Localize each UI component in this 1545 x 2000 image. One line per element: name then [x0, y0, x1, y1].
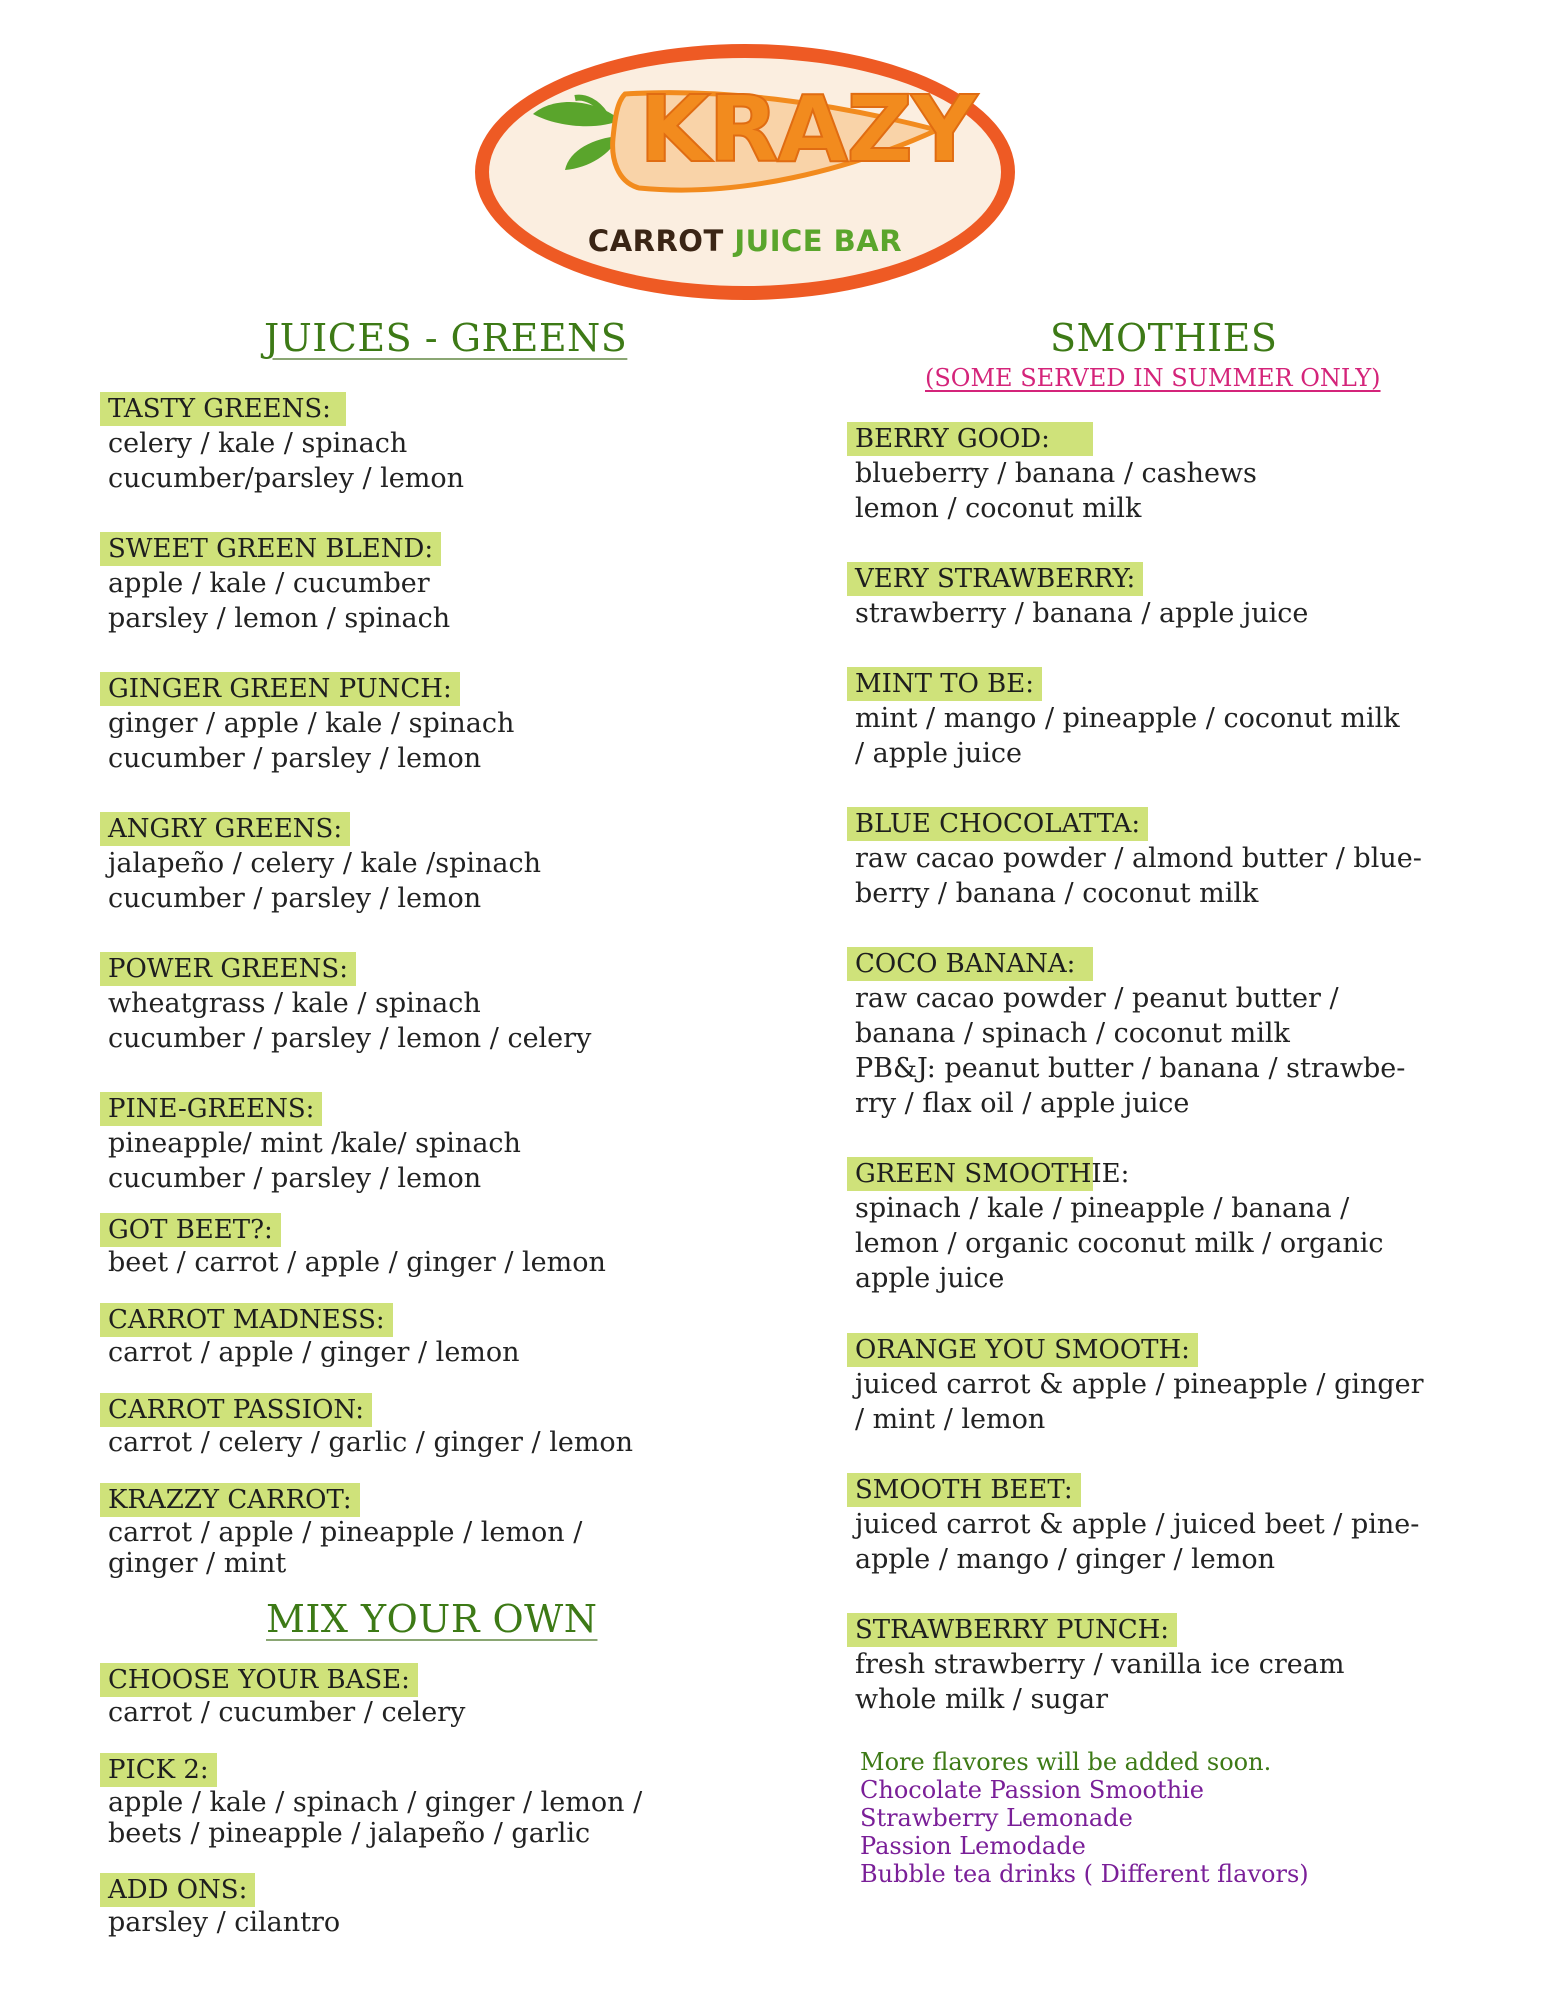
item-name: STRAWBERRY PUNCH: [847, 1613, 1177, 1647]
item-desc: beet / carrot / apple / ginger / lemon [108, 1247, 606, 1278]
item-name: CHOOSE YOUR BASE: [100, 1663, 418, 1697]
mix-item-choose-base [100, 1663, 465, 1728]
item-name: GREEN SMOOTHIE: [847, 1157, 1093, 1191]
smoothie-item-blue-chocolatta [847, 807, 1422, 911]
juice-item-pine-greens [100, 1092, 521, 1196]
item-desc: strawberry / banana / apple juice [855, 598, 1309, 629]
juice-item-sweet-green-blend [100, 532, 450, 636]
item-name: BERRY GOOD: [847, 422, 1093, 456]
item-name: KRAZZY CARROT: [100, 1483, 360, 1517]
coming-soon-flavor: Chocolate Passion Smoothie [860, 1776, 1204, 1804]
item-desc: apple / kale / cucumber parsley / lemon / spinach [108, 568, 451, 634]
item-desc: carrot / apple / ginger / lemon [108, 1337, 520, 1368]
mix-heading: MIX YOUR OWN [266, 1597, 598, 1641]
krazy-logo [475, 44, 1015, 300]
item-name: SMOOTH BEET: [847, 1473, 1081, 1507]
juices-heading: JUICES - GREENS [264, 316, 628, 360]
item-desc: raw cacao powder / almond butter / blue- berry / banana / coconut milk [855, 843, 1422, 909]
coming-soon-flavor: Strawberry Lemonade [860, 1804, 1133, 1832]
juice-item-tasty-greens [100, 392, 464, 496]
item-name: PINE-GREENS: [100, 1092, 322, 1126]
item-name: PICK 2: [100, 1753, 217, 1787]
item-name: TASTY GREENS: [100, 392, 346, 426]
mix-item-pick-2 [100, 1753, 642, 1849]
juice-item-krazzy-carrot [100, 1483, 582, 1579]
smoothies-heading: SMOTHIES [1050, 316, 1278, 360]
item-desc: ginger / apple / kale / spinach cucumber / parsley / lemon [108, 708, 515, 774]
juice-item-got-beet [100, 1213, 606, 1278]
juice-item-carrot-passion [100, 1393, 633, 1458]
item-name: BLUE CHOCOLATTA: [847, 807, 1148, 841]
item-name: CARROT MADNESS: [100, 1303, 393, 1337]
logo-subtitle-carrot: CARROT [587, 224, 724, 258]
smoothie-item-berry-good [847, 422, 1257, 526]
smoothie-item-very-strawberry [847, 562, 1308, 631]
smoothie-item-strawberry-punch [847, 1613, 1344, 1717]
mix-item-add-ons [100, 1873, 340, 1938]
item-name: CARROT PASSION: [100, 1393, 372, 1427]
item-desc: carrot / celery / garlic / ginger / lemon [108, 1427, 634, 1458]
juice-item-angry-greens [100, 812, 541, 916]
item-desc: juiced carrot & apple / juiced beet / pine- apple / mango / ginger / lemon [855, 1509, 1420, 1575]
smoothie-item-coco-banana [847, 947, 1405, 1121]
item-desc: raw cacao powder / peanut butter / banana / spinach / coconut milk PB&J: peanut butter / banana / strawbe- rry / flax oil / apple juice [855, 983, 1406, 1119]
item-desc: fresh strawberry / vanilla ice cream whole milk / sugar [855, 1649, 1345, 1715]
item-desc: parsley / cilantro [108, 1907, 341, 1938]
coming-soon-note [860, 1748, 1309, 1888]
item-desc: pineapple/ mint /kale/ spinach cucumber / parsley / lemon [108, 1128, 521, 1194]
item-name: MINT TO BE: [847, 667, 1042, 701]
smoothie-item-green-smoothie [847, 1157, 1384, 1296]
item-desc: apple / kale / spinach / ginger / lemon / beets / pineapple / jalapeño / garlic [108, 1787, 643, 1849]
smoothies-subheading: (SOME SERVED IN SUMMER ONLY) [925, 364, 1381, 392]
item-desc: juiced carrot & apple / pineapple / ginger / mint / lemon [855, 1369, 1424, 1435]
item-name: ANGRY GREENS: [100, 812, 350, 846]
coming-soon-lead: More flavores will be added soon. [860, 1748, 1272, 1776]
item-name: POWER GREENS: [100, 952, 356, 986]
item-name: COCO BANANA: [847, 947, 1093, 981]
coming-soon-flavor: Bubble tea drinks ( Different flavors) [860, 1860, 1309, 1888]
juice-item-carrot-madness [100, 1303, 520, 1368]
item-desc: wheatgrass / kale / spinach cucumber / parsley / lemon / celery [108, 988, 592, 1054]
juice-item-power-greens [100, 952, 591, 1056]
smoothie-item-mint-to-be [847, 667, 1400, 771]
item-name: ORANGE YOU SMOOTH: [847, 1333, 1198, 1367]
item-desc: carrot / cucumber / celery [108, 1697, 466, 1728]
item-name: VERY STRAWBERRY: [847, 562, 1143, 596]
item-desc: spinach / kale / pineapple / banana / lemon / organic coconut milk / organic apple juice [855, 1193, 1384, 1294]
logo-subtitle-juice-bar: JUICE BAR [734, 224, 903, 258]
item-name: SWEET GREEN BLEND: [100, 532, 441, 566]
item-desc: carrot / apple / pineapple / lemon / ginger / mint [108, 1517, 583, 1579]
juice-item-ginger-green-punch [100, 672, 514, 776]
brand-wordmark: KRAZY [639, 76, 976, 183]
item-desc: jalapeño / celery / kale /spinach cucumber / parsley / lemon [108, 848, 542, 914]
item-name: ADD ONS: [100, 1873, 255, 1907]
item-name: GOT BEET?: [100, 1213, 281, 1247]
logo-subtitle [489, 224, 1001, 258]
item-desc: blueberry / banana / cashews lemon / coconut milk [855, 458, 1257, 524]
smoothie-item-smooth-beet [847, 1473, 1419, 1577]
coming-soon-flavor: Passion Lemodade [860, 1832, 1086, 1860]
item-desc: mint / mango / pineapple / coconut milk / apple juice [855, 703, 1400, 769]
item-desc: celery / kale / spinach cucumber/parsley / lemon [108, 428, 465, 494]
item-name: GINGER GREEN PUNCH: [100, 672, 460, 706]
smoothie-item-orange-you-smooth [847, 1333, 1424, 1437]
